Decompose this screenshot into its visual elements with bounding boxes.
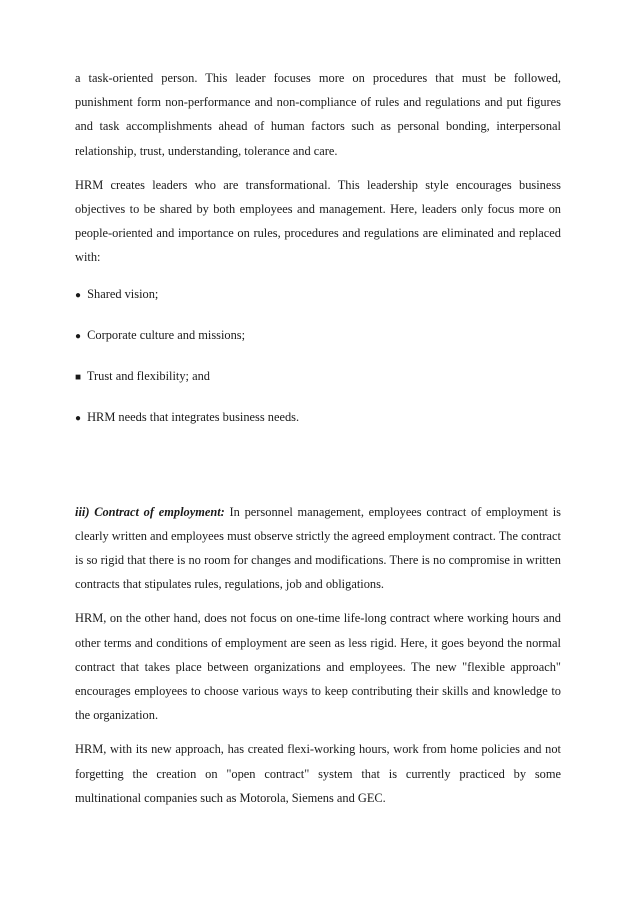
section-heading-contract: iii) Contract of employment: [75,504,225,519]
bullet-icon: ● [75,412,82,424]
blank-gap [75,446,561,500]
bullet-text: HRM needs that integrates business needs. [87,409,300,424]
paragraph-leadership-task-oriented: a task-oriented person. This leader focuses more on procedures that must be followed, punishment form non-performance and non-compliance of rules and regulations and put figures and task accomplishments ahead of human factors such as personal bonding, interpersonal relationship, trust, understanding, tolerance and care. [75,71,561,158]
document-page [75,66,561,820]
bullet-text: Trust and flexibility; and [86,368,210,383]
paragraph-hrm-flexible-approach: HRM, on the other hand, does not focus on one-time life-long contract where working hours and other terms and conditions of employment are seen as less rigid. Here, it goes beyond the normal contract that takes place between organizations and employees. The new "flexible approach" encourages employees to choose various ways to keep contributing their skills and knowledge to the organization. [75,611,561,723]
paragraph-hrm-open-contract: HRM, with its new approach, has created flexi-working hours, work from home policies and not forgetting the creation on "open contract" system that is currently practiced by some multinational companies such as Motorola, Siemens and GEC. [75,742,561,805]
bullet-icon: ● [75,330,82,342]
bullet-item-corporate-culture [75,323,561,364]
bullet-text: Shared vision; [87,286,159,301]
bullet-list [75,282,561,446]
paragraph-contract-of-employment [75,500,561,597]
bullet-icon: ● [75,289,82,301]
bullet-item-hrm-needs [75,405,561,446]
bullet-item-shared-vision [75,282,561,323]
bullet-item-trust-flexibility [75,364,561,405]
paragraph-hrm-transformational: HRM creates leaders who are transformational. This leadership style encourages business objectives to be shared by both employees and management. Here, leaders only focus more on people-oriented and importance on rules, procedures and regulations are eliminated and replaced with: [75,177,561,265]
bullet-text: Corporate culture and missions; [87,327,246,342]
paragraph-contract-body: In personnel management, employees contract of employment is clearly written and employees must observe strictly the agreed employment contract. The contract is so rigid that there is no room for changes and modifications. There is no compromise in written contracts that stipulates rules, regulations, job and obligations. [75,504,562,592]
bullet-icon: ■ [75,371,82,383]
